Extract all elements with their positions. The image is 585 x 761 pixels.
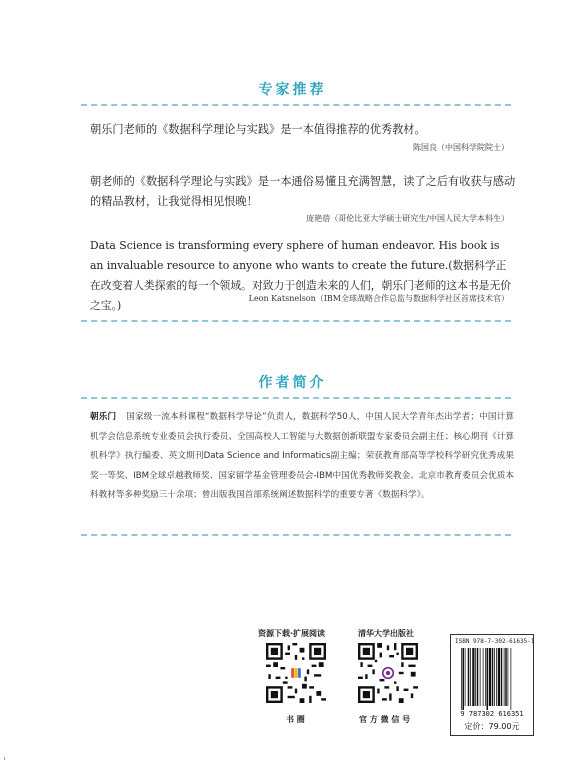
barcode-bar (472, 648, 474, 706)
barcode-bar (501, 648, 503, 706)
barcode-number: 9 787302 616351 (460, 710, 524, 718)
barcode-bar (485, 648, 486, 706)
barcode-bar (498, 648, 500, 706)
barcode-bar (477, 648, 479, 706)
qr1-caption: 资源下载·扩展阅读 (258, 629, 326, 638)
barcode-bar (505, 648, 507, 706)
qr1-label: 书 圈 (286, 715, 305, 724)
barcode-bar (487, 648, 489, 710)
barcode-panel (450, 634, 534, 736)
recommendation-2: 朝老师的《数据科学理论与实践》是一本通俗易懂且充满智慧，读了之后有收获与感动的精品教材，让我觉得相见恨晚！ (90, 175, 516, 208)
recommendation-3-signature: Leon Katsnelson（IBM全球战略合作总监与数据科学社区首席技术官） (248, 294, 509, 303)
isbn-text: ISBN 978-7-302-61635-1 (455, 638, 535, 645)
barcode-bar (468, 648, 470, 706)
barcode-bar (492, 648, 494, 706)
barcode-bar (470, 648, 471, 706)
barcode-bar (504, 648, 505, 706)
qr2-label: 官 方 微 信 号 (359, 715, 411, 724)
barcode-bar (475, 648, 476, 706)
barcode-bar (508, 648, 509, 706)
recommendation-3: Data Science is transforming every sphere of human endeavor. His book is an invaluable resource to anyone who wants to create the future.(数据科学正在改变着人类探索的每一个领域。对致力于创造未来的人们，朝乐门老师的这本书是无价之宝。) (90, 239, 512, 312)
barcode-bar (496, 648, 497, 706)
barcode-bar (511, 648, 512, 710)
author-bio-text: 国家级一流本科课程“数据科学导论”负责人，数据科学50人，中国人民大学青年杰出学者；中国计算机学会信息系统专业委员会执行委员、全国高校人工智能与大数据创新联盟专家委员会副主任；核心期刊《计算机科学》执行编委、英文期刊Data Science and Informatics副主编；荣获教育部高等学校科学研究优秀成果奖一等奖、IBM全球卓越教师奖、国家留学基金管理委员会-IBM中国优秀教师奖教金、北京市教育委员会优质本科教材等多种奖励三十余项；曾出版我国首部系统阐述数据科学的重要专著《数据科学》。 (90, 412, 514, 500)
divider (81, 320, 511, 322)
divider (81, 104, 511, 106)
qr-code-publisher (358, 643, 418, 703)
price: 定价：79.00元 (464, 722, 520, 731)
recommendation-2-signature: 庞艳蓓（哥伦比亚大学硕士研究生/中国人民大学本科生） (306, 214, 509, 223)
divider (81, 397, 511, 399)
qr-code-resource (266, 643, 326, 703)
barcode-bar (494, 648, 495, 706)
barcode-bar (480, 648, 481, 706)
barcode-bar (461, 648, 462, 710)
recommendation-1-signature: 陈国良（中国科学院院士） (413, 143, 509, 152)
qr2-caption: 清华大学出版社 (358, 629, 414, 638)
author-bio (90, 408, 514, 506)
barcode (461, 648, 527, 710)
recommendation-1: 朝乐门老师的《数据科学理论与实践》是一本值得推荐的优秀教材。 (90, 123, 426, 136)
barcode-bar (463, 648, 465, 710)
barcode-bar (465, 648, 466, 706)
section-heading-recommendations: 专家推荐 (258, 82, 327, 98)
section-heading-author: 作者简介 (258, 375, 327, 391)
author-name: 朝乐门 (90, 412, 117, 422)
page-mark (4, 757, 5, 760)
barcode-bar (483, 648, 484, 706)
barcode-bar (489, 648, 491, 706)
divider (81, 534, 511, 536)
